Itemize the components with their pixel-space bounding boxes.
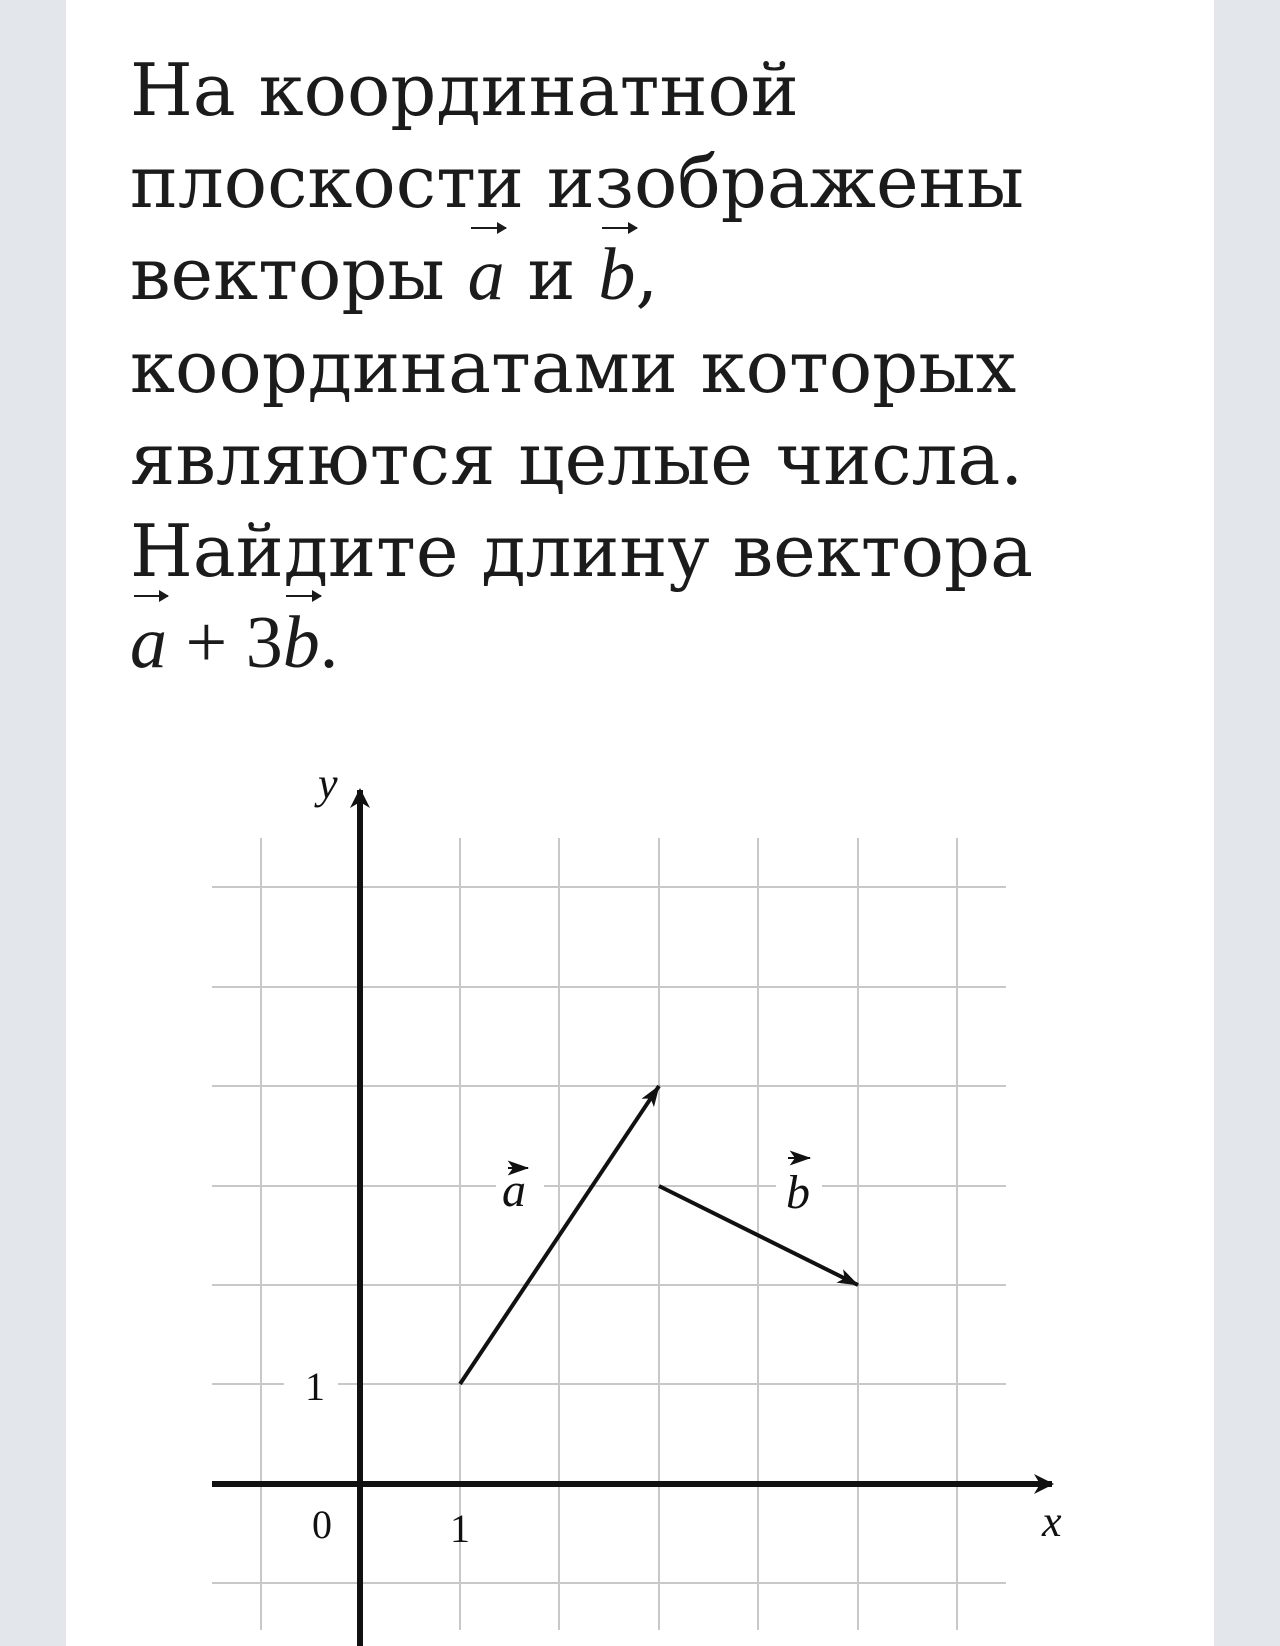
expression-vector-a: a	[130, 597, 167, 689]
problem-line-4: координатами которых	[130, 325, 1017, 409]
problem-line-3-and: и	[527, 232, 576, 316]
expression-vector-b: b	[283, 597, 320, 689]
origin-label: 0	[312, 1502, 332, 1547]
x-axis-label: x	[1042, 1497, 1062, 1546]
vector-b-symbol: b	[598, 229, 635, 321]
expression-period: .	[319, 602, 339, 684]
y-axis-label: y	[318, 759, 338, 808]
problem-line-5: являются целые числа.	[130, 417, 1024, 501]
x-tick-label: 1	[450, 1506, 470, 1551]
expression-plus: +	[185, 602, 228, 684]
problem-line-1: На координатной	[130, 48, 799, 132]
y-tick-label: 1	[305, 1364, 325, 1409]
problem-line-2: плоскости изображены	[130, 140, 1024, 224]
vector-a-label	[496, 1160, 544, 1217]
expression-coefficient: 3	[245, 602, 283, 684]
vector-a-label-text: a	[502, 1164, 526, 1217]
vector-b-label-text: b	[786, 1166, 810, 1219]
problem-line-6: Найдите длину вектора	[130, 509, 1033, 593]
problem-line-3-start: векторы	[130, 232, 445, 316]
problem-line-3-comma: ,	[635, 232, 659, 316]
vector-a-symbol: a	[468, 229, 505, 321]
vector-b-label	[776, 1150, 822, 1219]
